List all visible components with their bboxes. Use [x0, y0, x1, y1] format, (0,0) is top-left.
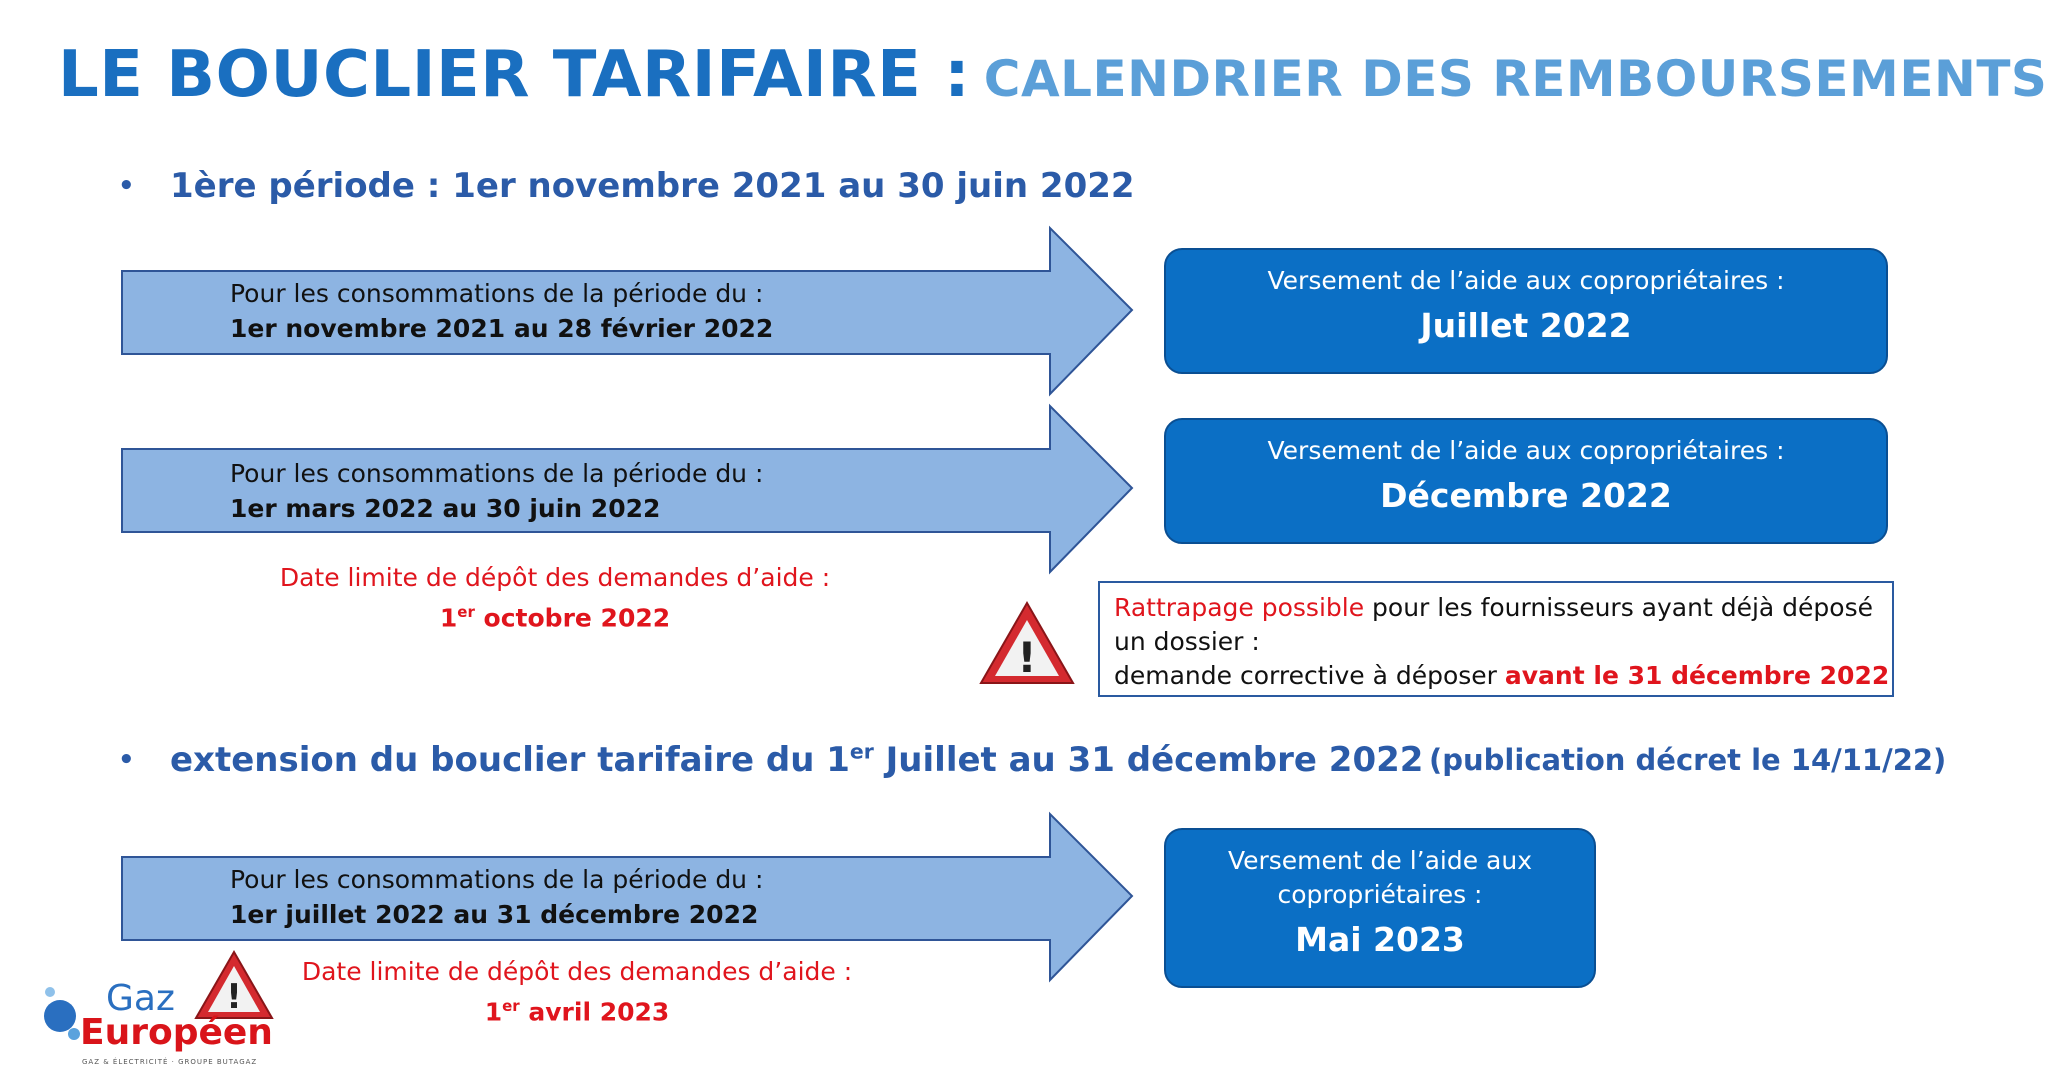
arrow-1-line2: 1er novembre 2021 au 28 février 2022	[230, 314, 774, 343]
deadline-1-label: Date limite de dépôt des demandes d’aide :	[279, 563, 831, 592]
warning-icon	[978, 600, 1076, 686]
payment-3-label-line1: Versement de l’aide aux	[1227, 846, 1533, 875]
deadline-2	[272, 954, 882, 1029]
arrow-2-text	[230, 456, 763, 526]
arrow-1-line1: Pour les consommations de la période du :	[230, 279, 764, 308]
arrow-2-line1: Pour les consommations de la période du :	[230, 459, 764, 488]
payment-box-2	[1164, 418, 1888, 544]
section2-note: (publication décret le 14/11/22)	[1429, 743, 1947, 778]
arrow-3-text	[230, 862, 763, 932]
deadline-1-date: 1er octobre 2022	[439, 603, 671, 633]
payment-box-1	[1164, 248, 1888, 374]
payment-box-3	[1164, 828, 1596, 988]
catchup-deadline: avant le 31 décembre 2022	[1504, 661, 1890, 690]
logo-tagline: GAZ & ÉLECTRICITÉ · GROUPE BUTAGAZ	[82, 1058, 258, 1066]
catchup-line2: un dossier :	[1114, 627, 1260, 656]
catchup-line3: demande corrective à déposer avant le 31 décembre 2022	[1114, 661, 1890, 690]
title-subtitle: CALENDRIER DES REMBOURSEMENTS	[983, 50, 2047, 108]
payment-3-label-line2: copropriétaires :	[1277, 880, 1483, 909]
payment-1-date: Juillet 2022	[1420, 306, 1632, 345]
section2-heading	[118, 740, 1946, 780]
catchup-highlight: Rattrapage possible	[1114, 593, 1365, 622]
deadline-2-label: Date limite de dépôt des demandes d’aide :	[301, 957, 853, 986]
arrow-2-line2: 1er mars 2022 au 30 juin 2022	[230, 494, 661, 523]
payment-2-label: Versement de l’aide aux copropriétaires :	[1267, 436, 1785, 465]
logo-word-europeen: Européen	[80, 1012, 273, 1053]
catchup-line1: Rattrapage possible pour les fournisseurs ayant déjà déposé	[1114, 593, 1873, 622]
svg-text:!: !	[1017, 633, 1037, 682]
section1-heading	[118, 166, 1135, 206]
section1-heading-text: 1ère période : 1er novembre 2021 au 30 juin 2022	[170, 166, 1135, 206]
logo-word-gaz: Gaz	[106, 978, 175, 1019]
arrow-3-line2: 1er juillet 2022 au 31 décembre 2022	[230, 900, 759, 929]
title-main: LE BOUCLIER TARIFAIRE :	[58, 38, 971, 112]
payment-3-date: Mai 2023	[1295, 920, 1465, 959]
section2-heading-text: extension du bouclier tarifaire du 1er Juillet au 31 décembre 2022	[170, 740, 1424, 781]
arrow-3-line1: Pour les consommations de la période du :	[230, 865, 764, 894]
payment-1-label: Versement de l’aide aux copropriétaires :	[1267, 266, 1785, 295]
company-logo	[40, 978, 273, 1078]
deadline-1	[250, 560, 860, 635]
bullet-icon: •	[118, 171, 135, 201]
svg-text:!: !	[226, 977, 242, 1017]
payment-2-date: Décembre 2022	[1380, 476, 1672, 515]
page-title	[58, 38, 2047, 112]
catchup-notice	[1098, 581, 1894, 697]
arrow-1-text	[230, 276, 773, 346]
logo-drop-icon	[40, 986, 84, 1042]
bullet-icon: •	[118, 745, 135, 776]
deadline-2-date: 1er avril 2023	[484, 997, 670, 1027]
